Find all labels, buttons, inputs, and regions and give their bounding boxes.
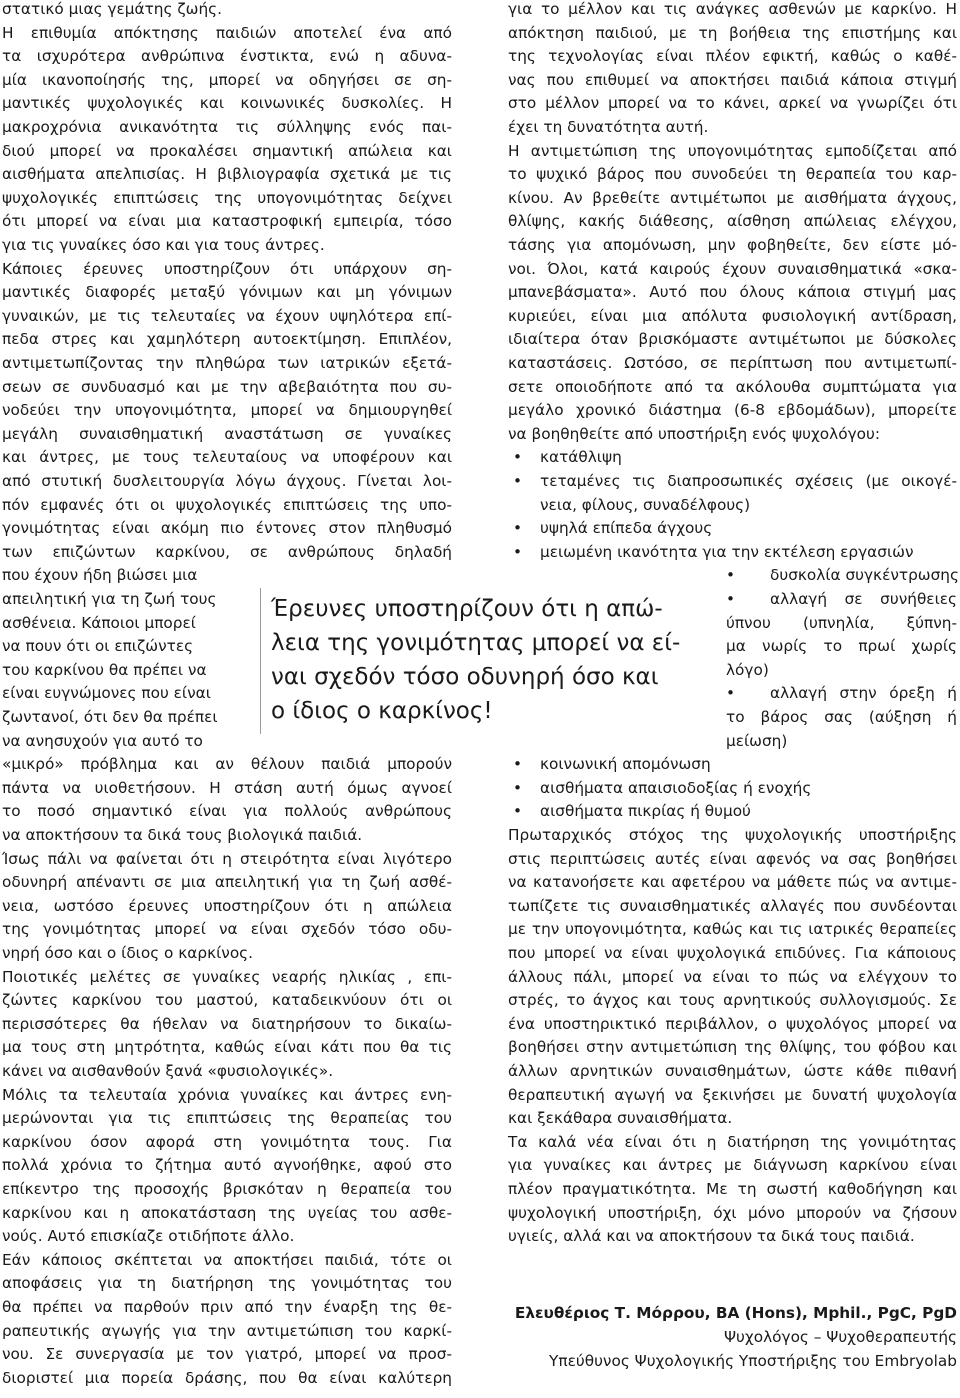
left-paragraph-line: Εάν κάποιος σκέπτεται να αποκτήσει παιδιά, τότε οι	[2, 1250, 452, 1269]
right-paragraph-line: για το μέλλον και τις ανάγκες ασθενών με καρκίνο. Η	[508, 0, 957, 18]
right-paragraph-line: για γυναίκες και άντρες με διάγνωση καρκίνου είναι	[508, 1156, 957, 1175]
pull-quote-line: ο ίδιος ο καρκίνος!	[271, 698, 493, 724]
right-paragraph-line: της τεχνολογίας είναι πλέον εφικτή, καθώς ο καθέ-	[508, 47, 957, 66]
bullet-text: υψηλά επίπεδα άγχους	[540, 519, 713, 538]
left-paragraph-line: από στυτική δυσλειτουργία λόγω άγχους. Γίνεται λοι-	[2, 472, 452, 490]
left-paragraph-line: να ανησυχούν για αυτό το	[2, 731, 203, 750]
sub-bullet-text: δυσκολία συγκέντρωσης	[770, 566, 959, 585]
right-paragraph-line: στρές, το άγχος και τους αρνητικούς συλλογισμούς. Σε	[508, 991, 957, 1010]
left-paragraph-line: ζώντες καρκίνου του μαστού, καταδεικνύουν ότι οι	[2, 991, 452, 1010]
bullet-text: νεια, φίλους, συναδέλφους)	[540, 495, 751, 514]
left-paragraph-line: μαντικές ψυχολογικές και κοινωνικές δυσκολίες. Η	[2, 94, 452, 113]
left-paragraph-line: μακροχρόνια ανικανότητα τις σύλληψης ενός παι-	[2, 118, 452, 136]
left-paragraph-line: το ποσό σημαντικό είναι για πολλούς ανθρώπους	[2, 802, 452, 821]
right-paragraph-line: σετε οποιοδήποτε από τα ακόλουθα συμπτώματα για	[508, 377, 957, 396]
left-paragraph-line: θα πρέπει να παρθούν πριν από την έναρξη της θε-	[2, 1298, 452, 1316]
bullet-icon: •	[513, 448, 523, 467]
author-role: Υπεύθυνος Ψυχολογικής Υποστήριξης του Embryolab	[549, 1352, 957, 1370]
left-paragraph-line: αντιμετωπίζοντας την πληθώρα των ιατρικών εξετά-	[2, 354, 452, 372]
left-paragraph-line: είναι ευγνώμονες που είναι	[2, 684, 211, 703]
bullet-icon: •	[513, 472, 523, 490]
left-paragraph-line: καρκίνου όσον αφορά στη γονιμότητα τους. Για	[2, 1132, 452, 1151]
left-paragraph-line: περισσότερες θα ήθελαν να διατηρήσουν το δικαίω-	[2, 1014, 452, 1033]
pull-quote-line: λεια της γονιμότητας μπορεί να εί-	[271, 630, 681, 656]
left-paragraph-line: διοριστεί μια πορεία δράσης, που θα είναι καλύτερη	[2, 1368, 452, 1387]
right-paragraph-line: και ξεκάθαρα συναισθήματα.	[508, 1109, 733, 1128]
left-paragraph-line: μερώνονται για τις επιπτώσεις της θεραπείας του	[2, 1109, 452, 1128]
left-paragraph-line: στατικό μιας γεμάτης ζωής.	[2, 0, 222, 18]
right-paragraph-line: ψυχολογική υποστήριξη, όχι μόνο μπορούν να ζήσουν	[508, 1203, 957, 1222]
left-paragraph-line: μαντικές διαφορές μεταξύ γόνιμων και μη γόνιμων	[2, 283, 452, 302]
left-paragraph-line: ζωντανοί, ότι δεν θα πρέπει	[2, 708, 218, 726]
right-paragraph-line: νοι. Όλοι, κατά καιρούς έχουν συναισθηματικά «σκα-	[508, 259, 957, 278]
right-paragraph-line: που μπορεί να είναι ψυχολογικά επιδύνες. Για κάποιους	[508, 944, 957, 962]
pull-quote-box	[260, 588, 715, 734]
right-paragraph-line: στις περιπτώσεις αυτές είναι αφενός να σας βοηθήσει	[508, 849, 957, 868]
right-paragraph-line: μεγάλο χρονικό διάστημα (6-8 εβδομάδων), μπορείτε	[508, 401, 957, 420]
left-paragraph-line: να πουν ότι οι επιζώντες	[2, 637, 194, 656]
left-paragraph-line: καρκίνου και η αποκατάσταση της υγείας του ασθε-	[2, 1203, 452, 1222]
right-paragraph-line: τωπίζετε τις συναισθηματικές αλλαγές που συνδέονται	[508, 896, 957, 915]
left-paragraph-line: Μόλις τα τελευταία χρόνια γυναίκες και άντρες ενη-	[2, 1085, 452, 1104]
left-paragraph-line: της γονιμότητας μπορεί να είναι σχεδόν τόσο οδυ-	[2, 920, 452, 939]
left-paragraph-line: γυναικών, με τις τελευταίες να έχουν υψηλότερα επί-	[2, 306, 452, 325]
right-paragraph-line: έχει τη δυνατότητα αυτή.	[508, 118, 709, 136]
left-paragraph-line: σεων σε συνδυασμό και με την αβεβαιότητα που συ-	[2, 377, 452, 396]
sub-bullet-text: μα νωρίς το πρωί χωρίς	[726, 637, 957, 656]
left-paragraph-line: ψυχολογικές επιπτώσεις της υπογονιμότητας δείχνει	[2, 188, 452, 207]
left-paragraph-line: ότι μπορεί να είναι μια καταστροφική εμπειρία, τόσο	[2, 212, 452, 231]
left-paragraph-line: Η επιθυμία απόκτησης παιδιών αποτελεί ένα από	[2, 23, 452, 42]
left-paragraph-line: νοδεύει την υπογονιμότητα, μπορεί να δημιουργηθεί	[2, 401, 452, 420]
left-paragraph-line: και άντρες, με τους τελευταίους να υποφέρουν και	[2, 448, 452, 467]
sub-bullet-text: αλλαγή σε συνήθειες	[770, 590, 957, 608]
bullet-icon: •	[513, 778, 523, 797]
right-paragraph-line: πλέον πραγματικότητα. Με τη σωστή καθοδήγηση και	[508, 1180, 957, 1198]
right-paragraph-line: Η αντιμετώπιση της υπογονιμότητας εμποδίζεται από	[508, 141, 957, 160]
left-paragraph-line: επίκεντρο της προσοχής βρισκόταν η θεραπεία του	[2, 1180, 452, 1198]
sub-bullet-text: το βάρος σας (αύξηση ή	[726, 708, 957, 726]
left-paragraph-line: νεια, ωστόσο έρευνες υποστηρίζουν ότι η απώλεια	[2, 896, 452, 915]
right-paragraph-line: ένα υποστηρικτικό περιβάλλον, ο ψυχολόγος μπορεί να	[508, 1014, 957, 1033]
right-paragraph-line: να βοηθηθείτε από υποστήριξη ενός ψυχολόγου:	[508, 424, 880, 443]
pull-quote-line: ναι σχεδόν τόσο οδυνηρή όσο και	[271, 664, 659, 690]
bullet-icon: •	[726, 684, 736, 703]
right-paragraph-line: κίνου. Αν βρεθείτε αντιμέτωποι με αισθήματα άγχους,	[508, 188, 957, 207]
sub-bullet-text: λόγο)	[726, 660, 769, 679]
author-title: Ψυχολόγος – Ψυχοθεραπευτής	[724, 1328, 957, 1346]
bullet-text: μειωμένη ικανότητα για την εκτέλεση εργασιών	[540, 542, 914, 561]
sub-bullet-text: μείωση)	[726, 731, 788, 750]
left-paragraph-line: κάνει να αισθανθούν ξανά «φυσιολογικές».	[2, 1062, 334, 1080]
pull-quote-line: Έρευνες υποστηρίζουν ότι η απώ-	[271, 596, 663, 622]
bullet-icon: •	[513, 802, 523, 821]
right-paragraph-line: μπανεβάσματα». Αυτό που όλους κάποια στιγμή μας	[508, 283, 957, 302]
left-paragraph-line: που έχουν ήδη βιώσει μια	[2, 566, 198, 585]
left-paragraph-line: πολλά χρόνια το ζήτημα αυτό αγνοήθηκε, αφού στο	[2, 1156, 452, 1175]
left-paragraph-line: για τις γυναίκες όσο και για τους άντρες.	[2, 236, 325, 254]
left-paragraph-line: Ποιοτικές μελέτες σε γυναίκες νεαρής ηλικίας , επι-	[2, 967, 452, 986]
left-paragraph-line: μα τους στη μητρότητα, καθώς είναι κάτι που θα τις	[2, 1038, 452, 1057]
right-paragraph-line: άλλων αρνητικών συναισθημάτων, ώστε κάθε πιθανή	[508, 1062, 957, 1080]
bullet-text: τεταμένες τις διαπροσωπικές σχέσεις (με οικογέ-	[540, 472, 957, 490]
right-paragraph-line: άλλους πάλι, μπορεί να είναι το πώς να ελέγχουν το	[508, 967, 957, 986]
right-paragraph-line: καταστάσεις. Ωστόσο, σε περίπτωση που αντιμετωπί-	[508, 354, 957, 372]
bullet-text: αισθήματα απαισιοδοξίας ή ενοχής	[540, 778, 812, 797]
left-paragraph-line: «μικρό» πρόβλημα και αν θέλουν παιδιά μπορούν	[2, 755, 452, 774]
left-paragraph-line: μία ικανοποίησής της, μπορεί να οδηγήσει σε ση-	[2, 70, 452, 89]
left-paragraph-line: των επιζώντων καρκίνου, σε ανθρώπους δηλαδή	[2, 542, 452, 561]
left-paragraph-line: νούς. Αυτό επισκίαζε οτιδήποτε άλλο.	[2, 1227, 295, 1246]
bullet-icon: •	[513, 755, 523, 774]
left-paragraph-line: πάντα να υιοθετήσουν. Η στάση αυτή όμως αγνοεί	[2, 778, 452, 797]
right-paragraph-line: Πρωταρχικός στόχος της ψυχολογικής υποστήριξης	[508, 826, 957, 844]
right-paragraph-line: τάσης για απομόνωση, μην φοβηθείτε, δεν είστε μό-	[508, 236, 957, 254]
right-paragraph-line: θλίψης, κακής διάθεσης, αίσθηση απώλειας ελέγχου,	[508, 212, 957, 231]
right-paragraph-line: νας που επιθυμεί να αποκτήσει παιδιά κάποια στιγμή	[508, 70, 957, 89]
left-paragraph-line: διού μπορεί να προκαλέσει σημαντική απώλεια και	[2, 141, 452, 160]
right-paragraph-line: υγιείς, αλλά και να αποκτήσουν τα δικά τους παιδιά.	[508, 1227, 915, 1246]
right-paragraph-line: βοηθήσει στην αντιμετώπιση της θλίψης, του φόβου και	[508, 1038, 957, 1057]
sub-bullet-text: ύπνου (υπνηλία, ξύπνη-	[726, 613, 957, 632]
right-paragraph-line: Τα καλά νέα είναι ότι η διατήρηση της γονιμότητας	[508, 1132, 957, 1151]
right-paragraph-line: με την υπογονιμότητα, καθώς και τις ιατρικές θεραπείες	[508, 920, 957, 939]
left-paragraph-line: τα ισχυρότερα ανθρώπινα ένστικτα, ενώ η αδυνα-	[2, 47, 452, 66]
left-paragraph-line: αισθήματα απελπισίας. Η βιβλιογραφία σχετικά με τις	[2, 165, 452, 184]
left-paragraph-line: ραπευτικής αγωγής για την αντιμετώπιση του καρκί-	[2, 1321, 452, 1340]
left-paragraph-line: νηρή όσο και ο ίδιος ο καρκίνος.	[2, 944, 254, 962]
right-paragraph-line: απόκτηση παιδιού, με τη βοήθεια της επιστήμης και	[508, 23, 957, 42]
bullet-icon: •	[726, 590, 736, 608]
left-paragraph-line: απειλητική για τη ζωή τους	[2, 590, 217, 608]
left-paragraph-line: γονιμότητας είναι ακόμη πιο έντονες στον πληθυσμό	[2, 519, 452, 538]
left-paragraph-line: αποφάσεις για τη διατήρηση της γονιμότητας του	[2, 1274, 452, 1293]
left-paragraph-line: μεγάλη συναισθηματική αναστάτωση σε γυναίκες	[2, 424, 452, 443]
right-paragraph-line: κυριεύει, είναι μια απόλυτα φυσιολογική αντίδραση,	[508, 306, 957, 325]
bullet-text: κοινωνική απομόνωση	[540, 755, 711, 774]
left-paragraph-line: ασθένεια. Κάποιοι μπορεί	[2, 613, 196, 632]
bullet-icon: •	[513, 542, 523, 561]
bullet-text: κατάθλιψη	[540, 448, 622, 467]
left-paragraph-line: να αποκτήσουν τα δικά τους βιολογικά παιδιά.	[2, 826, 363, 844]
left-paragraph-line: νου. Σε συνεργασία με τον γιατρό, μπορεί να προσ-	[2, 1345, 452, 1364]
bullet-icon: •	[726, 566, 736, 585]
right-paragraph-line: ιδιαίτερα όταν βρισκόμαστε αντιμέτωποι με δύσκολες	[508, 330, 957, 349]
right-paragraph-line: το ψυχικό βάρος που συνοδεύει τη θεραπεία του καρ-	[508, 165, 957, 184]
left-paragraph-line: οδυνηρή απέναντι σε μια απειλητική για τη ζωή ασθέ-	[2, 873, 452, 892]
right-paragraph-line: θεραπευτική αγωγή να ξεκινήσει με δυνατή ψυχολογία	[508, 1085, 957, 1104]
bullet-icon: •	[513, 519, 523, 538]
sub-bullet-text: αλλαγή στην όρεξη ή	[770, 684, 957, 703]
bullet-text: αισθήματα πικρίας ή θυμού	[540, 802, 751, 821]
author-name: Ελευθέριος Τ. Μόρρου, BA (Hons), Mphil., PgC, PgD	[514, 1304, 957, 1322]
left-paragraph-line: Κάποιες έρευνες υποστηρίζουν ότι υπάρχουν ση-	[2, 259, 452, 278]
right-paragraph-line: να κατανοήσετε και αφετέρου να μάθετε πώς να αντιμε-	[508, 873, 957, 892]
right-paragraph-line: στο μέλλον μπορεί να το κάνει, αρκεί να γνωρίζει ότι	[508, 94, 957, 113]
left-paragraph-line: πόν εμφανές ότι οι ψυχολογικές επιπτώσεις της υπο-	[2, 495, 452, 514]
left-paragraph-line: του καρκίνου θα πρέπει να	[2, 660, 207, 679]
left-paragraph-line: πεδα στρες και χαμηλότερη αυτοεκτίμηση. Επιπλέον,	[2, 330, 452, 349]
left-paragraph-line: Ίσως πάλι να φαίνεται ότι η στειρότητα είναι λιγότερο	[2, 849, 452, 868]
